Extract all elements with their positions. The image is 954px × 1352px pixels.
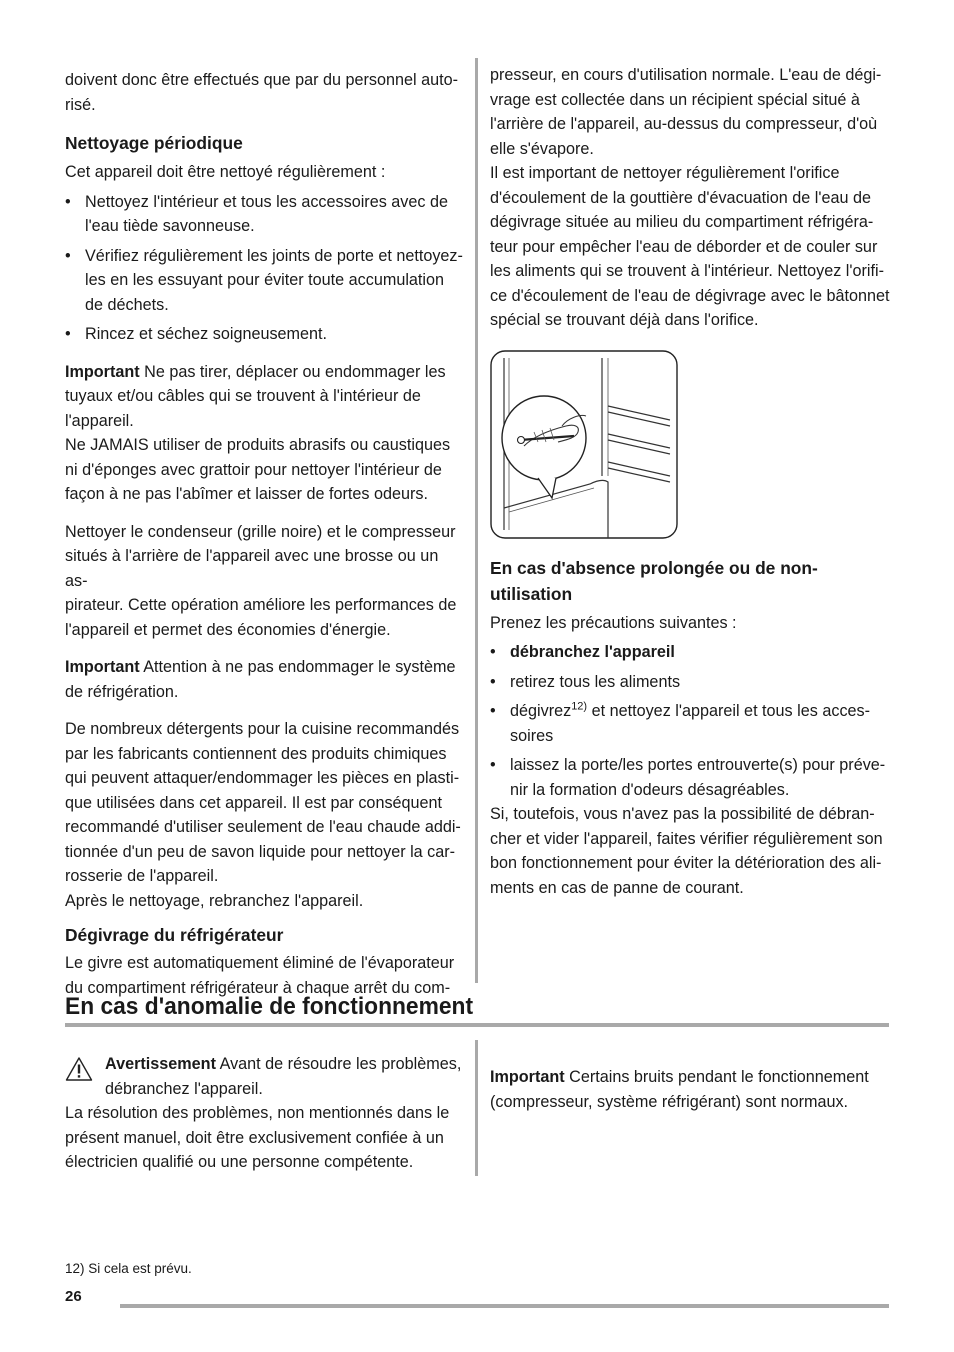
condenseur-paragraph: Nettoyer le condenseur (grille noire) et le compresseur situés à l'arrière de l'appareil avec une brosse ou un as- pirateur. Cette opération améliore les performances de l'appareil et permet des économies d'énergie. [65,522,457,639]
list-item: • laissez la porte/les portes entrouverte(s) pour préve- nir la formation d'odeurs désagréables. [490,756,886,799]
nettoyage-list [65,190,463,347]
degivrage-paragraph: Le givre est automatiquement éliminé de l'évaporateur du compartiment réfrigérateur à chaque arrêt du com- [65,954,455,997]
warning-paragraph: Avertissement Avant de résoudre les problèmes, débranchez l'appareil. [105,1055,462,1098]
footer-rule [120,1304,889,1308]
section-rule [65,1023,889,1027]
page-number: 26 [65,1288,82,1305]
footnote: 12) Si cela est prévu. [65,1261,192,1276]
heading-nettoyage-periodique: Nettoyage périodique [65,133,243,153]
degivrage-continued-paragraph: presseur, en cours d'utilisation normale. L'eau de dégi- vrage est collectée dans un récipient spécial situé à l'arrière de l'appareil, au-dessus du compresseur, d'où elle s'évapore. Il est important de nettoyer régulièrement l'orifice d'écoulement de la gouttière d'évacuation de l'eau de dégivrage située au milieu du compartiment réfrigéra- teur pour empêcher l'eau de déborder et de couler sur les aliments qui se trouvent à l'intérieur. Nettoyez l'orifi- ce d'écoulement de l'eau de dégivrage avec le bâtonnet spécial se trouvant déjà dans l'orifice. [490,66,890,329]
list-item: • Vérifiez régulièrement les joints de porte et nettoyez- les en les essuyant pour éviter toute accumulation de déchets. [65,246,463,314]
list-item: • débranchez l'appareil [490,643,675,661]
anomalie-paragraph: La résolution des problèmes, non mentionnés dans le présent manuel, doit être exclusivement confiée à un électricien qualifié ou une personne compétente. [65,1104,450,1171]
right-column [490,63,890,900]
important-paragraph-2: Important Attention à ne pas endommager le système de réfrigération. [65,658,456,701]
section-title-anomalie: En cas d'anomalie de fonctionnement [65,993,474,1020]
list-item: • dégivrez$^{12)}$ et nettoyez l'appareil et tous les acces- soires [490,700,871,745]
defrost-drain-cleaning-illustration [490,350,678,540]
important-noise-block [490,1065,890,1114]
important-paragraph-1: Important Ne pas tirer, déplacer ou endommager les tuyaux et/ou câbles qui se trouvent à l'intérieur de l'appareil. Ne JAMAIS utiliser de produits abrasifs ou caustiques ni d'éponges avec grattoir pour nettoyer l'intérieur de façon à ne pas l'abîmer et laisser de fortes odeurs. [65,362,451,503]
detergents-paragraph: De nombreux détergents pour la cuisine recommandés par les fabricants contiennent des produits chimiques qui peuvent attaquer/endommager les pièces en plasti- que utilisées dans cet appareil. Il est par conséquent recommandé d'utiliser seulement de l'eau chaude addi- tionnée d'un peu de savon liquide pour nettoyer la car- rosserie de l'appareil. Après le nettoyage, rebranchez l'appareil. [65,720,461,910]
warning-triangle-icon [65,1056,93,1082]
heading-degivrage: Dégivrage du réfrigérateur [65,925,284,945]
absence-list [490,640,890,802]
absence-after-paragraph: Si, toutefois, vous n'avez pas la possibilité de débran- cher et vider l'appareil, faites vérifier régulièrement son bon fonctionnement pour éviter la détérioration des ali- ments en cas de panne de courant. [490,805,883,897]
column-divider-bottom [475,1040,478,1176]
nettoyage-intro: Cet appareil doit être nettoyé régulièrement : [65,163,386,181]
warning-block [65,1052,463,1175]
list-item: • Rincez et séchez soigneusement. [65,325,328,343]
column-divider-top [475,58,478,983]
footnote-ref: 12) [571,700,588,713]
list-item: • Nettoyez l'intérieur et tous les accessoires avec de l'eau tiède savonneuse. [65,192,448,235]
absence-intro: Prenez les précautions suivantes : [490,613,737,632]
left-column [65,68,463,1000]
important-noise-paragraph: Important Certains bruits pendant le fonctionnement (compresseur, système réfrigérant) sont normaux. [490,1068,869,1111]
list-item: • retirez tous les aliments [490,672,681,691]
intro-paragraph: doivent donc être effectués que par du personnel auto- risé. [65,71,458,114]
heading-absence-prolongee: En cas d'absence prolongée ou de non- utilisation [490,557,818,604]
